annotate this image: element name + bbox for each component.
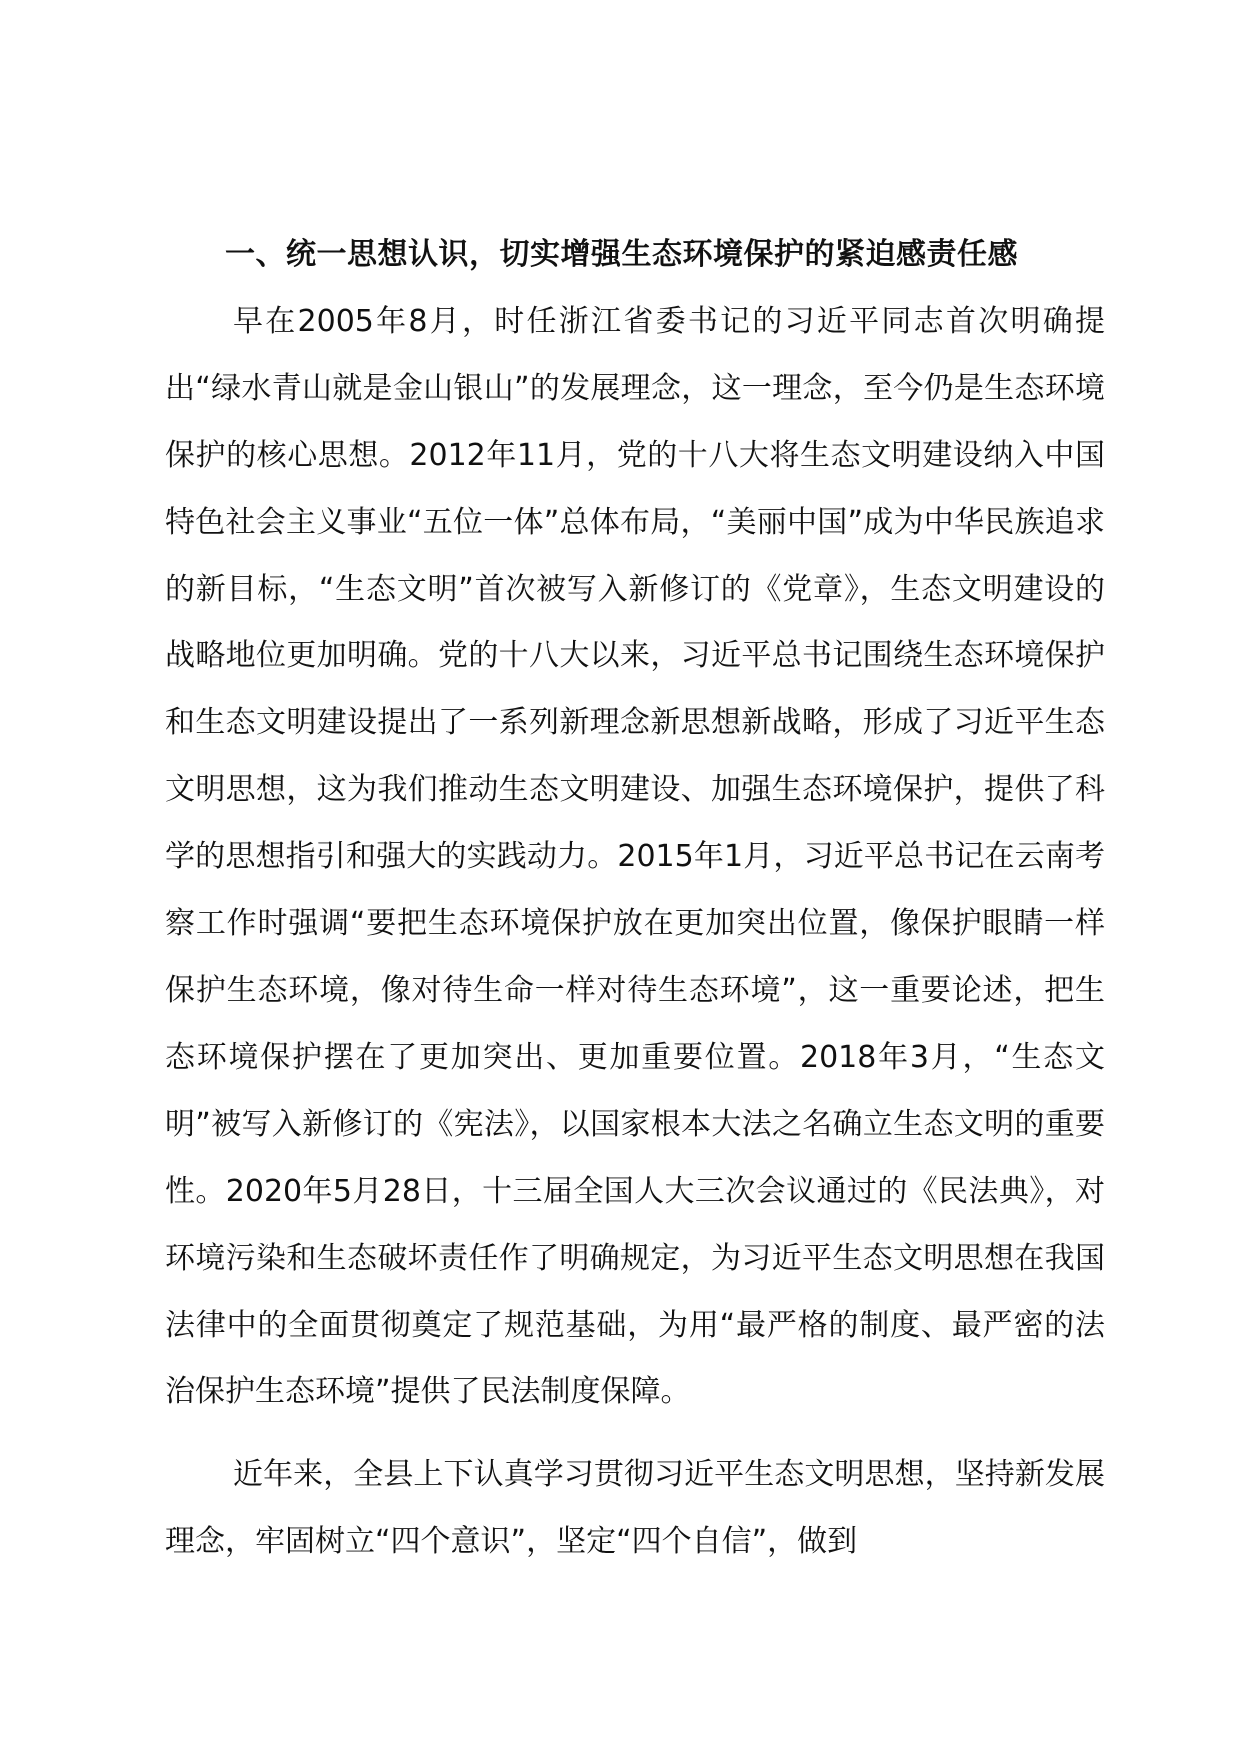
section-heading: 一、统一思想认识，切实增强生态环境保护的紧迫感责任感 [225,237,1018,272]
paragraph: 近年来，全县上下认真学习贯彻习近平生态文明思想，坚持新发展理念，牢固树立“四个意识”，坚定“四个自信”，做到 [165,1457,1105,1560]
document-body [165,222,1105,1576]
paragraph: 早在2005年8月，时任浙江省委书记的习近平同志首次明确提出“绿水青山就是金山银山”的发展理念，这一理念，至今仍是生态环境保护的核心思想。2012年11月，党的十八大将生态文明建设纳入中国特色社会主义事业“五位一体”总体布局，“美丽中国”成为中华民族追求的新目标，“生态文明”首次被写入新修订的《党章》，生态文明建设的战略地位更加明确。党的十八大以来，习近平总书记围绕生态环境保护和生态文明建设提出了一系列新理念新思想新战略，形成了习近平生态文明思想，这为我们推动生态文明建设、加强生态环境保护，提供了科学的思想指引和强大的实践动力。2015年1月，习近平总书记在云南考察工作时强调“要把生态环境保护放在更加突出位置，像保护眼睛一样保护生态环境，像对待生命一样对待生态环境”，这一重要论述，把生态环境保护摆在了更加突出、更加重要位置。2018年3月，“生态文明”被写入新修订的《宪法》，以国家根本大法之名确立生态文明的重要性。2020年5月28日，十三届全国人大三次会议通过的《民法典》，对环境污染和生态破坏责任作了明确规定，为习近平生态文明思想在我国法律中的全面贯彻奠定了规范基础，为用“最严格的制度、最严密的法治保护生态环境”提供了民法制度保障。 [165,303,1105,1410]
